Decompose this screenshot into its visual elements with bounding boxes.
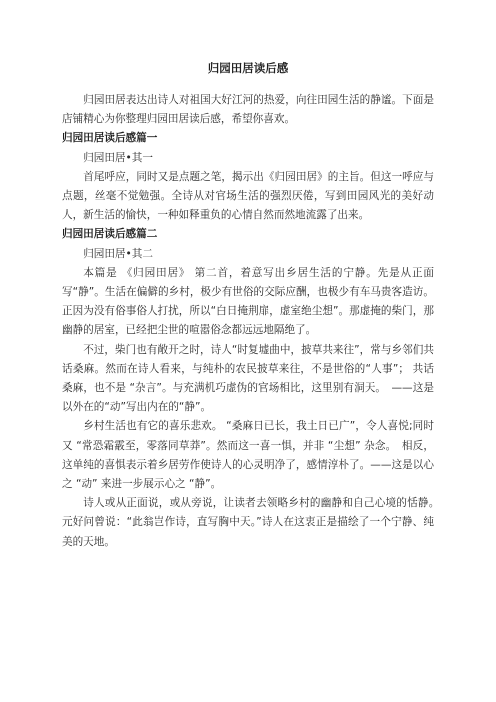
document-title: 归园田居读后感 — [207, 61, 289, 75]
body-paragraph: 本篇是 《归园田居》 第二首，着意写出乡居生活的宁静。先是从正面写“静”。生活在偏僻的乡村，极少有世俗的交际应酬，也极少有车马贵客造访。正因为没有俗事俗人打扰，所以“白日掩荆扉，虚室绝尘想”。那虚掩的柴门，那幽静的居室，已经把尘世的喧嚣俗念都远远地隔绝了。 — [62, 266, 434, 337]
section-heading-1: 归园田居读后感篇一 — [62, 132, 158, 145]
body-paragraph: 不过，柴门也有敞开之时，诗人“时复墟曲中，披草共来往”，常与乡邻们共话桑麻。然而在诗人看来，与纯朴的农民披草来往，不是世俗的“人事”； 共话桑麻，也不是 “杂言”。与充满机巧虚伪的官场相比，这里别有洞天。 ——这是以外在的“动”写出内在的“静”。 — [62, 343, 434, 414]
body-paragraph: 诗人或从正面说，或从旁说，让读者去领略乡村的幽静和自己心境的恬静。 元好问曾说：“此翁岂作诗，直写胸中天。”诗人在这衷正是描绘了一个宁静、纯美的天地。 — [62, 497, 445, 548]
body-paragraph: 乡村生活也有它的喜乐悲欢。 “桑麻日已长，我土日已广”，令人喜悦;同时又 “常恐霜霰至，零落同草莽”。然而这一喜一惧，并非 “尘想” 杂念。 相反，这单纯的喜惧表示着乡居劳作使诗人的心灵明净了，感情淳朴了。——这是以心之 “动” 来进一步展示心之 “静”。 — [62, 420, 434, 491]
intro-paragraph: 归园田居表达出诗人对祖国大好江河的热爱，向往田园生活的静谧。下面是店铺精心为你整理归园田居读后感，希望你喜欢。 — [62, 94, 434, 126]
section-heading-2: 归园田居读后感篇二 — [62, 228, 158, 241]
poem-subtitle-2: 归园田居•其二 — [83, 247, 153, 260]
poem-subtitle-1: 归园田居•其一 — [83, 151, 153, 164]
body-paragraph: 首尾呼应，同时又是点题之笔，揭示出《归园田居》的主旨。但这一呼应与点题，丝毫不觉勉强。全诗从对官场生活的强烈厌倦，写到田园风光的美好动人，新生活的愉快，一种如释重负的心情自然而然地流露了出来。 — [62, 170, 434, 222]
